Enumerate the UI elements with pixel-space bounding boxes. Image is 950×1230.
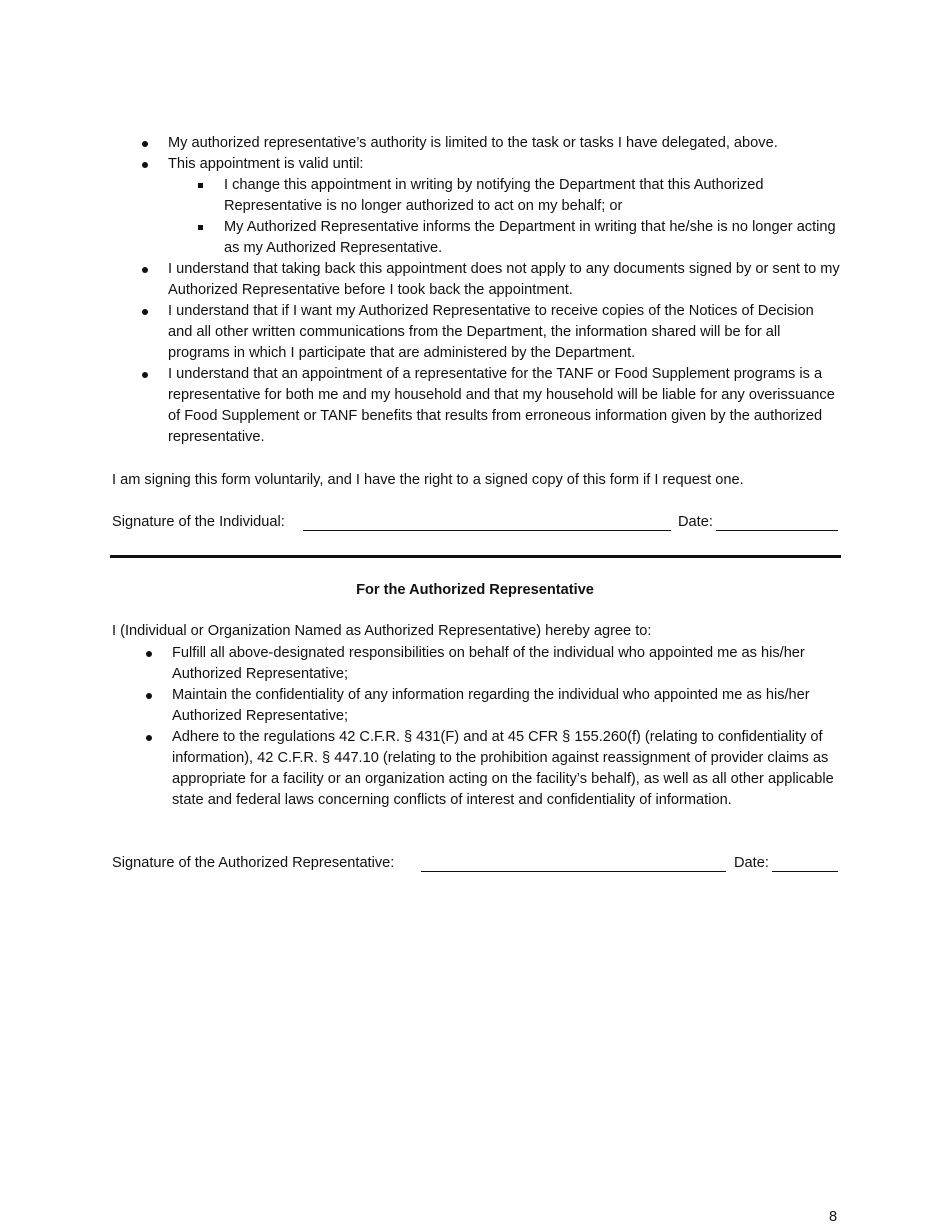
representative-signature-row <box>112 853 840 875</box>
individual-terms-list <box>112 133 842 448</box>
individual-signature-label: Signature of the Individual: <box>112 514 285 530</box>
representative-signature-label: Signature of the Authorized Representative: <box>112 855 395 871</box>
representative-heading: For the Authorized Representative <box>356 582 594 598</box>
list-item: Maintain the confidentiality of any information regarding the individual who appointed me as his/her Authorized Representative; <box>112 685 842 727</box>
individual-signature-row <box>112 512 840 534</box>
representative-intro: I (Individual or Organization Named as Authorized Representative) hereby agree to: <box>112 623 652 639</box>
list-item: I understand that if I want my Authorized Representative to receive copies of the Notices of Decision and all other written communications from the Department, the information shared will be for all programs in which I participate that are administered by the Department. <box>112 301 842 364</box>
list-item: This appointment is valid until: I change this appointment in writing by notifying the Department that this Authorized Representative is no longer authorized to act on my behalf; or My Authorized Representative informs the Department in writing that he/she is no longer acting as my Authorized Representative. <box>112 154 842 259</box>
voluntary-statement: I am signing this form voluntarily, and I have the right to a signed copy of this form if I request one. <box>112 472 744 488</box>
list-item: I understand that an appointment of a representative for the TANF or Food Supplement programs is a representative for both me and my household and that my household will be liable for any overissuance of Food Supplement or TANF benefits that results from erroneous information given by the authorized representative. <box>112 364 842 448</box>
sub-list-item: I change this appointment in writing by notifying the Department that this Authorized Representative is no longer authorized to act on my behalf; or <box>168 175 842 217</box>
validity-conditions-list <box>168 175 842 259</box>
representative-agreements-list <box>112 643 842 811</box>
section-divider <box>110 555 841 558</box>
individual-date-field[interactable] <box>716 530 838 531</box>
list-item: I understand that taking back this appointment does not apply to any documents signed by or sent to my Authorized Representative before I took back the appointment. <box>112 259 842 301</box>
list-item: Adhere to the regulations 42 C.F.R. § 431(F) and at 45 CFR § 155.260(f) (relating to confidentiality of information), 42 C.F.R. § 447.10 (relating to the prohibition against reassignment of provider claims as appropriate for a facility or an organization acting on the facility’s behalf), as well as all other applicable state and federal laws concerning conflicts of interest and confidentiality of information. <box>112 727 842 811</box>
page-number: 8 <box>829 1209 838 1225</box>
list-item: My authorized representative’s authority is limited to the task or tasks I have delegated, above. <box>112 133 842 154</box>
individual-date-label: Date: <box>678 514 713 530</box>
sub-list-item: My Authorized Representative informs the Department in writing that he/she is no longer acting as my Authorized Representative. <box>168 217 842 259</box>
representative-date-field[interactable] <box>772 871 838 872</box>
list-item: Fulfill all above-designated responsibilities on behalf of the individual who appointed me as his/her Authorized Representative; <box>112 643 842 685</box>
representative-date-label: Date: <box>734 855 769 871</box>
individual-signature-field[interactable] <box>303 530 671 531</box>
representative-signature-field[interactable] <box>421 871 726 872</box>
